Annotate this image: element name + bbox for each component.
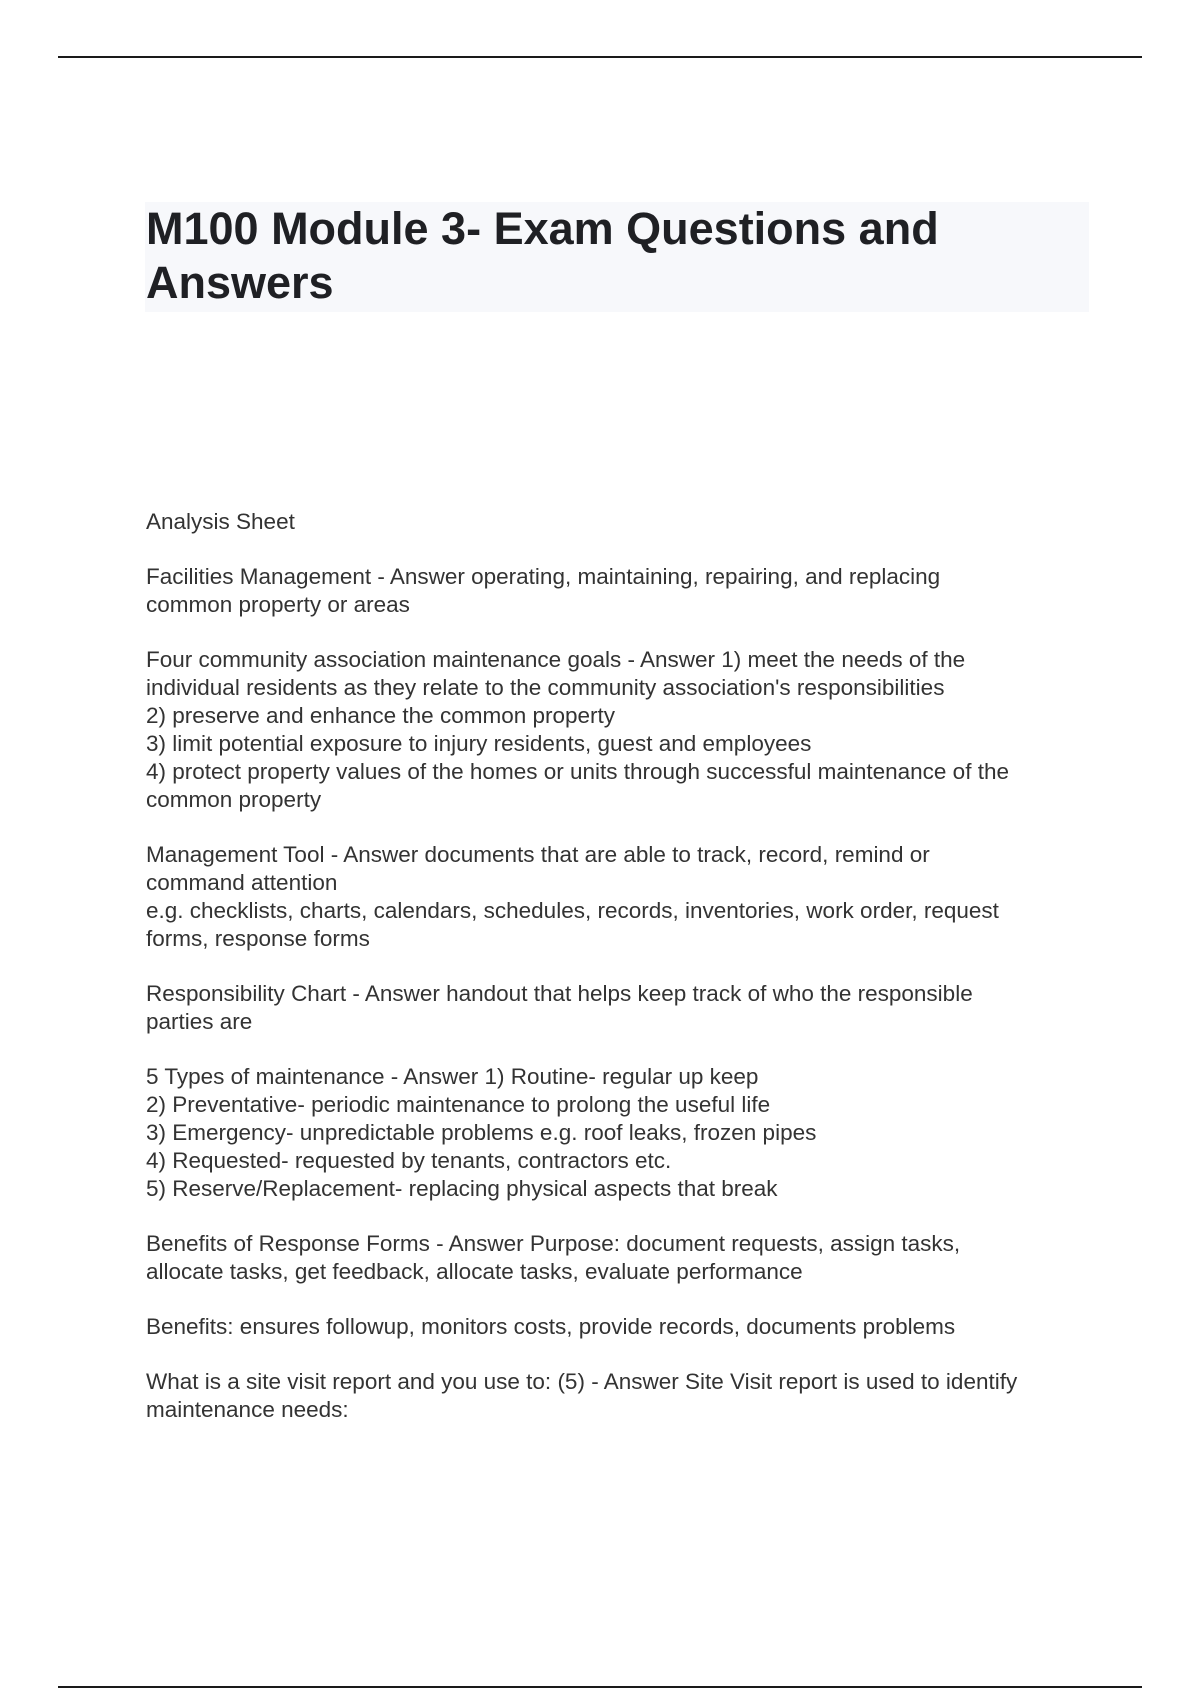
top-rule [58,56,1142,58]
qa-entry [146,1230,1086,1286]
entry-line: command attention [146,870,338,895]
entry-line: 2) preserve and enhance the common property [146,703,616,728]
entry-line: parties are [146,1009,253,1034]
entry-line: e.g. checklists, charts, calendars, schedules, records, inventories, work order, request [146,898,999,923]
entry-line: 4) Requested- requested by tenants, contractors etc. [146,1148,672,1173]
qa-entry [146,646,1086,814]
entry-line: common property [146,787,322,812]
qa-entry [146,1368,1086,1424]
entry-line: maintenance needs: [146,1397,349,1422]
entry-line: Responsibility Chart - Answer handout that helps keep track of who the responsible [146,981,973,1006]
entry-line: Four community association maintenance goals - Answer 1) meet the needs of the [146,647,966,672]
entry-line: allocate tasks, get feedback, allocate tasks, evaluate performance [146,1259,803,1284]
document-body [146,508,1086,1451]
qa-entry [146,841,1086,953]
document-title: M100 Module 3- Exam Questions and Answers [146,203,939,308]
entry-line: What is a site visit report and you use to: (5) - Answer Site Visit report is used to identify [146,1369,1018,1394]
entry-line: 2) Preventative- periodic maintenance to prolong the useful life [146,1092,771,1117]
qa-entry [146,563,1086,619]
entry-line: Benefits: ensures followup, monitors costs, provide records, documents problems [146,1314,956,1339]
entry-line: Benefits of Response Forms - Answer Purpose: document requests, assign tasks, [146,1231,961,1256]
entry-line: 3) Emergency- unpredictable problems e.g. roof leaks, frozen pipes [146,1120,817,1145]
entry-line: 3) limit potential exposure to injury residents, guest and employees [146,731,812,756]
section-heading [146,508,1086,536]
entry-line: Management Tool - Answer documents that are able to track, record, remind or [146,842,930,867]
entry-line: 4) protect property values of the homes or units through successful maintenance of the [146,759,1009,784]
qa-entry [146,980,1086,1036]
entry-line: 5 Types of maintenance - Answer 1) Routine- regular up keep [146,1064,759,1089]
entry-line: 5) Reserve/Replacement- replacing physical aspects that break [146,1176,778,1201]
entry-line: forms, response forms [146,926,370,951]
section-heading-text: Analysis Sheet [146,509,295,534]
qa-entry [146,1313,1086,1341]
bottom-rule [58,1686,1142,1688]
entry-line: Facilities Management - Answer operating, maintaining, repairing, and replacing [146,564,941,589]
entry-line: individual residents as they relate to the community association's responsibilities [146,675,945,700]
qa-entry [146,1063,1086,1203]
entry-line: common property or areas [146,592,410,617]
